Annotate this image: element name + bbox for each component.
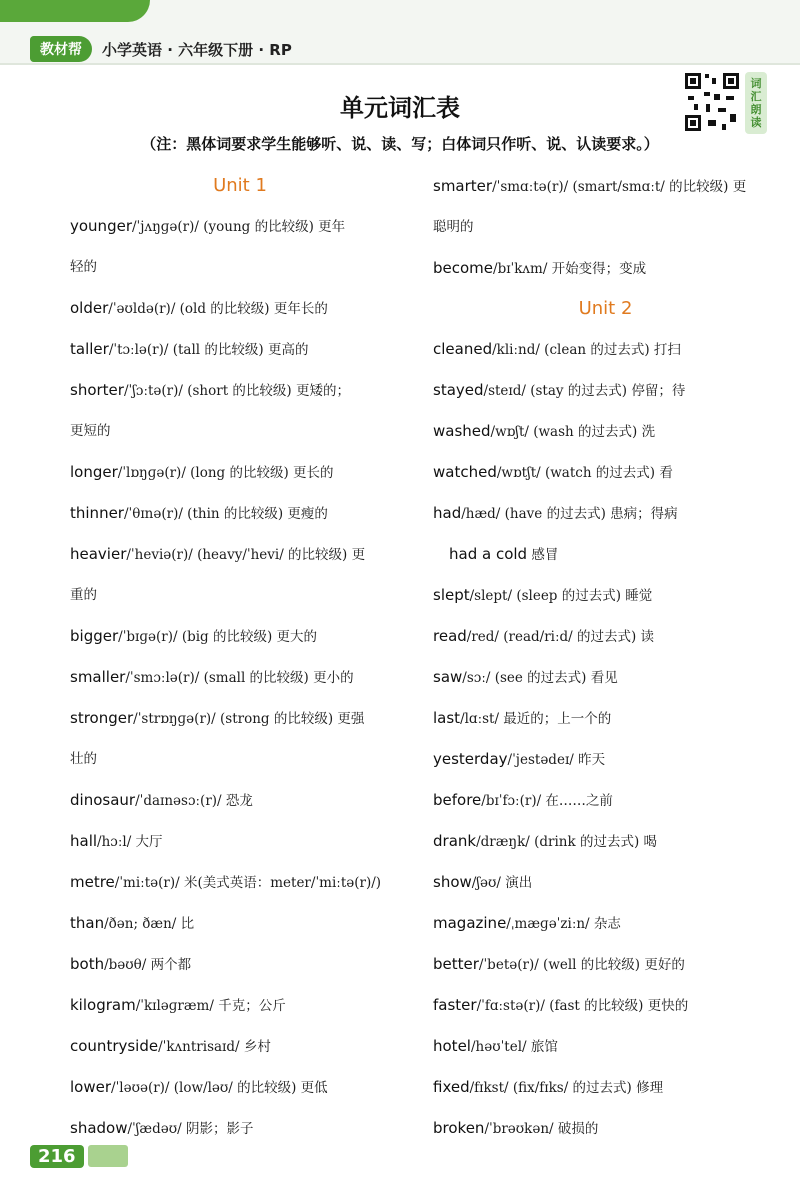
vocab-line <box>70 698 410 739</box>
vocab-line <box>433 166 778 207</box>
vocab-word: thinner <box>70 504 124 522</box>
vocab-word: shadow <box>70 1119 128 1137</box>
vocab-word: smaller <box>70 668 126 686</box>
vocab-word: heavier <box>70 545 127 563</box>
vocab-word: dinosaur <box>70 791 136 809</box>
vocab-word: become <box>433 259 494 277</box>
vocab-line <box>70 1026 410 1067</box>
vocab-line <box>70 862 410 903</box>
page-number: 216 <box>30 1145 84 1168</box>
vocab-line <box>70 780 410 821</box>
vocab-definition: /bəʊθ/ 两个都 <box>104 957 192 973</box>
vocab-definition: /steɪd/ (stay 的过去式) 停留；待 <box>483 383 686 399</box>
vocab-definition: /ˈjestədeɪ/ 昨天 <box>507 752 606 768</box>
vocab-line <box>433 575 778 616</box>
vocab-definition: /bɪˈfɔː(r)/ 在……之前 <box>481 793 613 809</box>
vocab-definition: /kliːnd/ (clean 的过去式) 打扫 <box>492 342 681 358</box>
vocab-definition: /sɔː/ (see 的过去式) 看见 <box>462 670 618 686</box>
vocab-line <box>433 329 778 370</box>
vocab-line <box>433 534 778 575</box>
vocab-line <box>433 616 778 657</box>
vocab-word: longer <box>70 463 118 481</box>
header-accent <box>0 0 150 22</box>
vocab-definition: /ˈsmɑːtə(r)/ (smart/smɑːt/ 的比较级) 更 <box>492 179 747 195</box>
vocab-definition: /ˌmæɡəˈziːn/ 杂志 <box>506 916 621 932</box>
header-divider <box>0 63 800 65</box>
vocab-definition: /ˈləʊə(r)/ (low/ləʊ/ 的比较级) 更低 <box>111 1080 328 1096</box>
vocab-word: last <box>433 709 461 727</box>
unit-title: Unit 1 <box>213 175 267 196</box>
vocab-line <box>70 206 410 247</box>
vocab-line <box>70 411 410 452</box>
vocab-line <box>433 862 778 903</box>
vocab-definition: /ˈkʌntrisaɪd/ 乡村 <box>158 1039 271 1055</box>
vocab-definition: /ðən; ðæn/ 比 <box>104 916 195 932</box>
vocab-definition: /ˈtɔːlə(r)/ (tall 的比较级) 更高的 <box>108 342 309 358</box>
vocab-reading-tab[interactable]: 词 汇 朗 读 <box>745 72 767 134</box>
vocab-definition: /hɔːl/ 大厅 <box>97 834 163 850</box>
vocab-word: shorter <box>70 381 124 399</box>
vocab-word: had <box>433 504 462 522</box>
vocab-line <box>70 657 410 698</box>
vocab-line <box>70 329 410 370</box>
vocab-word: countryside <box>70 1037 159 1055</box>
vocab-word: broken <box>433 1119 485 1137</box>
vocab-line <box>433 248 778 289</box>
vocab-word: both <box>70 955 105 973</box>
vocab-word: washed <box>433 422 491 440</box>
vocab-line <box>433 821 778 862</box>
vocab-word: bigger <box>70 627 119 645</box>
footer <box>30 1143 128 1169</box>
vocab-word: watched <box>433 463 497 481</box>
note: （注：黑体词要求学生能够听、说、读、写；白体词只作听、说、认读要求。） <box>141 135 659 153</box>
vocab-word: taller <box>70 340 109 358</box>
vocab-line <box>433 780 778 821</box>
vocab-definition: /ʃəʊ/ 演出 <box>471 875 533 891</box>
vocab-definition-continued: 壮的 <box>70 751 97 767</box>
vocab-line <box>70 534 410 575</box>
vocab-definition: /həʊˈtel/ 旅馆 <box>470 1039 558 1055</box>
vocab-word: younger <box>70 217 132 235</box>
vocab-definition-continued: 轻的 <box>70 259 97 275</box>
vocab-line <box>70 493 410 534</box>
page-title: 单元词汇表 <box>340 94 460 122</box>
vocab-list <box>70 206 410 1149</box>
vocab-line <box>433 1026 778 1067</box>
vocab-definition: /ˈkɪləɡræm/ 千克；公斤 <box>135 998 286 1014</box>
vocab-word: before <box>433 791 482 809</box>
vocab-word: cleaned <box>433 340 493 358</box>
header <box>30 36 292 62</box>
vocab-word: faster <box>433 996 477 1014</box>
vocab-definition: /ˈʃɔːtə(r)/ (short 的比较级) 更矮的； <box>123 383 350 399</box>
vocab-line <box>70 1067 410 1108</box>
vocab-word: older <box>70 299 109 317</box>
vocab-definition: /red/ (read/riːd/ 的过去式) 读 <box>466 629 655 645</box>
right-column <box>433 166 778 1149</box>
vocab-line <box>433 739 778 780</box>
vocab-definition: /slept/ (sleep 的过去式) 睡觉 <box>469 588 653 604</box>
vocab-definition: 感冒 <box>527 547 559 563</box>
vocab-definition: /wɒtʃt/ (watch 的过去式) 看 <box>496 465 673 481</box>
vocab-word: saw <box>433 668 463 686</box>
vocab-word: kilogram <box>70 996 136 1014</box>
vocab-line <box>70 575 410 616</box>
vocab-line <box>433 985 778 1026</box>
vocab-word: drank <box>433 832 477 850</box>
vocab-word: magazine <box>433 914 507 932</box>
brand-badge: 教材帮 <box>30 36 92 62</box>
vocab-list <box>433 329 778 1149</box>
vocab-line <box>433 1067 778 1108</box>
vocab-line <box>433 1108 778 1149</box>
vocab-definition-continued: 聪明的 <box>433 219 474 235</box>
vocab-line <box>70 370 410 411</box>
vocab-line <box>70 247 410 288</box>
vocab-word: show <box>433 873 472 891</box>
vocab-line <box>70 944 410 985</box>
book-title: 小学英语 · 六年级下册 · RP <box>102 40 292 59</box>
vocab-line <box>70 452 410 493</box>
vocab-line <box>433 657 778 698</box>
vocab-definition: /ˈθɪnə(r)/ (thin 的比较级) 更瘦的 <box>123 506 328 522</box>
vocab-definition: /wɒʃt/ (wash 的过去式) 洗 <box>490 424 656 440</box>
vocab-line <box>433 903 778 944</box>
vocab-word: fixed <box>433 1078 470 1096</box>
vocab-word: yesterday <box>433 750 508 768</box>
vocab-word: than <box>70 914 105 932</box>
vocab-definition: /ˈəʊldə(r)/ (old 的比较级) 更年长的 <box>108 301 328 317</box>
vocab-phrase: had a cold <box>449 545 528 563</box>
vocab-word: read <box>433 627 467 645</box>
vocab-word: stronger <box>70 709 134 727</box>
left-column <box>70 166 410 1149</box>
vocab-definition: /fɪkst/ (fix/fɪks/ 的过去式) 修理 <box>469 1080 664 1096</box>
vocab-line <box>70 616 410 657</box>
vocab-word: stayed <box>433 381 484 399</box>
unit-title: Unit 2 <box>578 298 633 319</box>
vocab-definition: /lɑːst/ 最近的；上一个的 <box>460 711 612 727</box>
vocab-line <box>70 739 410 780</box>
vocab-line <box>433 698 778 739</box>
vocab-line <box>433 944 778 985</box>
vocab-line <box>70 903 410 944</box>
vocab-word: hotel <box>433 1037 471 1055</box>
vocab-definition: /ˈstrɒŋɡə(r)/ (strong 的比较级) 更强 <box>133 711 365 727</box>
footer-decoration <box>88 1145 128 1167</box>
vocab-definition: /hæd/ (have 的过去式) 患病；得病 <box>461 506 678 522</box>
vocab-line <box>433 370 778 411</box>
vocab-definition: /ˈfɑːstə(r)/ (fast 的比较级) 更快的 <box>476 998 689 1014</box>
vocab-definition: /bɪˈkʌm/ 开始变得；变成 <box>493 261 647 277</box>
vocab-line <box>433 207 778 248</box>
vocab-line <box>70 985 410 1026</box>
vocab-definition: /ˈbɪɡə(r)/ (big 的比较级) 更大的 <box>118 629 318 645</box>
vocab-definition: /ˈmiːtə(r)/ 米(美式英语：meter/ˈmiːtə(r)/) <box>114 875 382 891</box>
vocab-definition: /ˈbrəʊkən/ 破损的 <box>484 1121 599 1137</box>
vocab-definition: /ˈjʌŋɡə(r)/ (young 的比较级) 更年 <box>132 219 346 235</box>
vocab-definition-continued: 更短的 <box>70 423 111 439</box>
vocab-definition: /ˈʃædəʊ/ 阴影；影子 <box>127 1121 254 1137</box>
vocab-line <box>433 493 778 534</box>
vocab-definition-continued: 重的 <box>70 587 97 603</box>
vocab-word: lower <box>70 1078 112 1096</box>
vocab-definition: /ˈsmɔːlə(r)/ (small 的比较级) 更小的 <box>125 670 354 686</box>
vocab-line <box>70 288 410 329</box>
vocab-word: hall <box>70 832 98 850</box>
vocab-word: metre <box>70 873 115 891</box>
vocab-definition: /ˈbetə(r)/ (well 的比较级) 更好的 <box>478 957 685 973</box>
vocab-definition: /dræŋk/ (drink 的过去式) 喝 <box>476 834 658 850</box>
vocab-word: better <box>433 955 479 973</box>
vocab-definition: /ˈheviə(r)/ (heavy/ˈhevi/ 的比较级) 更 <box>126 547 366 563</box>
vocab-definition: /ˈlɒŋɡə(r)/ (long 的比较级) 更长的 <box>117 465 334 481</box>
vocab-list <box>433 166 778 289</box>
vocab-word: slept <box>433 586 470 604</box>
vocab-line <box>433 411 778 452</box>
vocab-line <box>70 821 410 862</box>
vocab-word: smarter <box>433 177 493 195</box>
vocab-line <box>433 452 778 493</box>
vocab-definition: /ˈdaɪnəsɔː(r)/ 恐龙 <box>135 793 253 809</box>
